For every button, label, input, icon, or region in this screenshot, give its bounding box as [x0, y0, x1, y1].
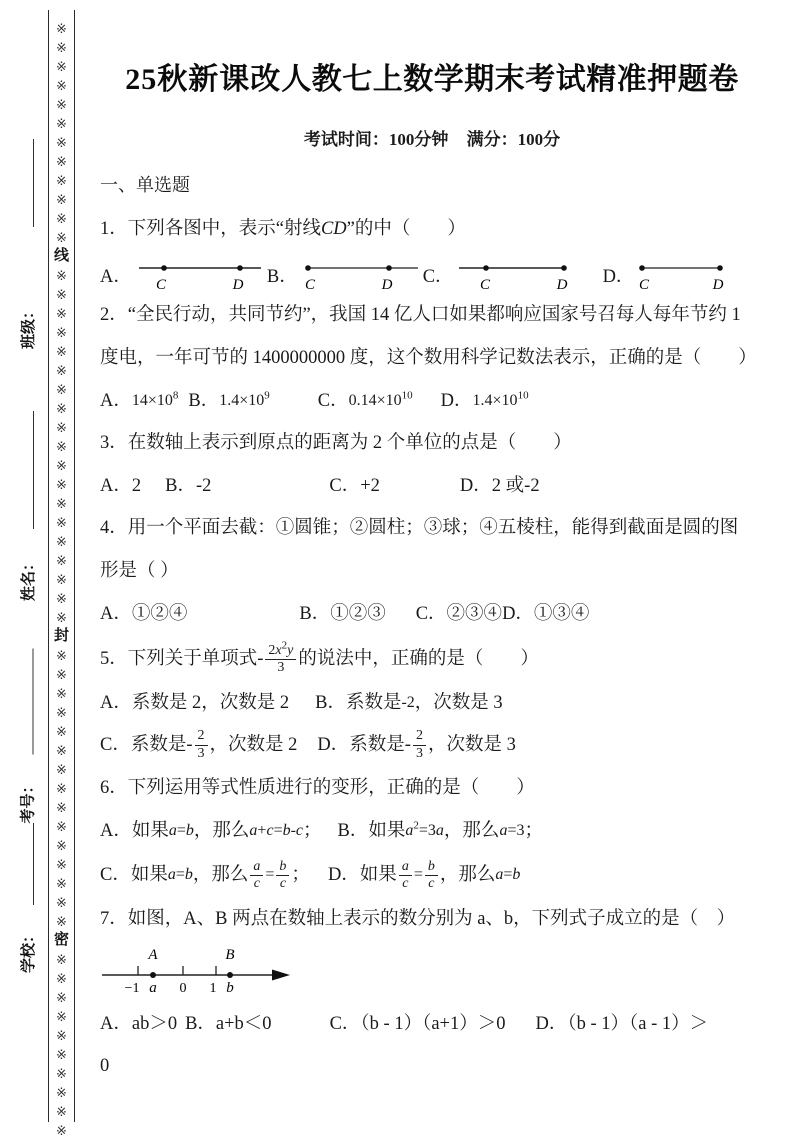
question-4-option-c: C．②③④	[415, 604, 503, 624]
question-5-option-a: A．系数是 2，次数是 2	[100, 693, 290, 713]
point-a-top-label: A	[148, 947, 158, 963]
seal-symbol: ※	[56, 591, 67, 606]
exam-meta	[100, 128, 764, 152]
point-c-label: C	[304, 277, 315, 293]
seal-symbol: ※	[56, 306, 67, 321]
seal-symbol: ※	[56, 990, 67, 1005]
question-3-option-d: D．2 或-2	[459, 476, 540, 496]
name-field	[13, 411, 41, 601]
seal-symbol: ※	[56, 553, 67, 568]
question-4-option-a: A．①②④	[100, 604, 188, 624]
seal-symbol: ※	[56, 363, 67, 378]
question-2-option-c: C． $0.14\times 10^{10}$	[317, 389, 413, 411]
ray-dc-diagram	[459, 258, 569, 294]
seal-symbol: ※	[56, 952, 67, 967]
exam-full-score: 满分：100分	[466, 130, 561, 149]
seal-symbol: ※	[56, 667, 67, 682]
point-b-top-label: B	[225, 947, 235, 963]
exam-number-blank-line	[20, 649, 34, 755]
seal-symbol: ※	[56, 686, 67, 701]
seal-symbol: ※	[56, 857, 67, 872]
ray-cd-diagram	[303, 258, 419, 294]
question-7-number-line	[102, 945, 764, 1003]
class-field-label: 班级：	[19, 303, 37, 349]
question-7-option-c: C．（b - 1）（a+1）＞0	[329, 1014, 506, 1034]
question-2-option-d: D． $1.4\times 10^{10}$	[440, 389, 529, 411]
question-6-option-c: C．如果 a=b ，那么 $\frac{a}{c}$ = $\frac{b}{c}$ ；	[100, 858, 310, 891]
question-4-option-b: B．①②③	[299, 604, 386, 624]
exam-content	[100, 56, 764, 1088]
seal-symbol: ※	[56, 420, 67, 435]
question-5-options-row-2	[100, 723, 764, 767]
point-d-label: D	[381, 277, 393, 293]
question-2	[100, 294, 764, 422]
seal-symbol: ※	[56, 40, 67, 55]
question-3	[100, 422, 764, 507]
seal-symbol: ※	[56, 705, 67, 720]
seal-symbol: ※	[56, 154, 67, 169]
title-main: 人教七上数学期末考试精准押题卷	[281, 63, 739, 96]
seal-symbol: ※	[56, 116, 67, 131]
exam-time: 考试时间：100分钟	[303, 130, 449, 149]
seal-symbol: ※	[56, 515, 67, 530]
school-field	[13, 823, 41, 973]
point-a-bottom-label: a	[149, 980, 157, 996]
question-3-option-a: A．2	[100, 476, 142, 496]
seal-symbol: ※	[56, 325, 67, 340]
seal-symbol: ※	[56, 78, 67, 93]
question-5-option-b: B．系数是 -2 ，次数是 3	[315, 693, 503, 713]
question-5-stem: 5．下列关于单项式- $\frac{2x^2y}{3}$ 的说法中，正确的是（ ）	[100, 639, 539, 676]
seal-symbol: ※	[56, 230, 67, 245]
point-d-label: D	[556, 277, 567, 293]
question-7-option-b: B．a+b＜0	[185, 1014, 272, 1034]
seal-symbol: ※	[56, 401, 67, 416]
question-3-option-b: B．-2	[165, 476, 212, 496]
seal-symbol: ※	[56, 1047, 67, 1062]
seal-symbol: ※	[56, 211, 67, 226]
seal-symbol: ※	[56, 800, 67, 815]
point-d-label: D	[713, 277, 724, 293]
class-blank-line	[20, 139, 34, 227]
page-title	[100, 56, 764, 104]
question-6-options-row-1	[100, 810, 764, 852]
name-field-label: 姓名：	[19, 555, 37, 601]
seal-symbol: ※	[56, 496, 67, 511]
section-heading: 一、单选题	[100, 175, 190, 195]
question-1-options	[100, 254, 764, 294]
option-letter: C．	[422, 267, 454, 287]
question-7-option-a: A．ab＞0	[100, 1014, 178, 1034]
seal-symbol: ※	[56, 268, 67, 283]
seal-symbol: ※	[56, 1028, 67, 1043]
seal-symbol: ※	[56, 819, 67, 834]
question-2-stem-line-2: 度电，一年可节的 1400000000 度，这个数用科学记数法表示，正确的是（ ）	[100, 348, 757, 368]
question-5-option-d: D．系数是- 2 3 ，次数是 3	[317, 728, 516, 761]
seal-symbol: ※	[56, 781, 67, 796]
question-1-option-b	[267, 258, 419, 294]
seal-symbol: ※	[56, 192, 67, 207]
seal-symbol: ※	[56, 173, 67, 188]
option-letter: B．	[266, 267, 298, 287]
seal-symbol: ※	[56, 1085, 67, 1100]
seal-symbol: ※	[56, 610, 67, 625]
point-c-label: C	[639, 277, 650, 293]
seal-symbol: ※	[56, 97, 67, 112]
seal-character: 封	[53, 628, 69, 644]
question-1-stem: 1．下列各图中，表示“射线CD”的中（ ）	[100, 219, 466, 239]
seal-symbol: ※	[56, 572, 67, 587]
seal-symbol: ※	[56, 724, 67, 739]
point-c-label: C	[479, 277, 490, 293]
question-5-option-c: C．系数是- 2 3 ，次数是 2	[100, 728, 298, 761]
question-7-options	[100, 1003, 764, 1045]
question-4-stem-line-1: 4．用一个平面去截：①圆锥；②圆柱；③球；④五棱柱，能得到截面是圆的图	[100, 518, 739, 538]
seal-symbol: ※	[56, 762, 67, 777]
seal-symbol: ※	[56, 59, 67, 74]
question-1-option-a	[100, 258, 263, 294]
seal-symbol: ※	[56, 534, 67, 549]
option-letter: D．	[602, 267, 635, 287]
option-letter: A．	[100, 267, 132, 287]
tick-1-label: 1	[209, 981, 217, 996]
seal-symbol: ※	[56, 458, 67, 473]
question-1-option-c	[423, 258, 569, 294]
seal-symbol: ※	[56, 477, 67, 492]
title-prefix: 25秋新课改	[125, 63, 282, 96]
exam-number-field	[13, 649, 41, 824]
question-6-option-a: A．如果 a=b ，那么 a+c=b-c ；	[100, 821, 322, 841]
segment-cd-diagram	[639, 258, 725, 294]
line-through-cd-diagram	[137, 258, 263, 294]
question-6-option-b: B．如果 $a^2=3a$ ，那么 a=3 ；	[337, 819, 543, 841]
point-c-label: C	[155, 277, 166, 293]
question-7	[100, 898, 764, 1088]
class-field	[13, 139, 41, 349]
seal-symbol: ※	[56, 895, 67, 910]
seal-symbol: ※	[56, 439, 67, 454]
question-2-options	[100, 380, 764, 422]
question-4-stem-line-2: 形是（ ）	[100, 561, 179, 581]
question-6-options-row-2	[100, 852, 764, 898]
seal-symbol: ※	[56, 1104, 67, 1119]
question-5	[100, 635, 764, 767]
name-blank-line	[20, 411, 34, 529]
question-7-stem: 7．如图，A、B 两点在数轴上表示的数分别为 a、b，下列式子成立的是（ ）	[100, 909, 736, 929]
tick-0-label: 0	[179, 981, 187, 996]
question-4-options	[100, 593, 764, 635]
question-2-option-a: A． $14\times 10^8$	[100, 389, 179, 411]
seal-symbol: ※	[56, 914, 67, 929]
question-7-option-d-wrap: 0	[100, 1056, 110, 1076]
seal-symbol: ※	[56, 382, 67, 397]
school-blank-line	[20, 823, 34, 905]
question-7-option-d: D．（b - 1）（a - 1）＞	[535, 1014, 709, 1034]
point-b-bottom-label: b	[226, 980, 234, 996]
seal-symbol: ※	[56, 21, 67, 36]
tick-minus-1-label: −1	[124, 981, 140, 996]
seal-symbol: ※	[56, 838, 67, 853]
seal-line-strip	[48, 10, 75, 1138]
question-1-option-d	[603, 258, 726, 294]
point-d-label: D	[232, 277, 244, 293]
question-5-options-row-1	[100, 683, 764, 723]
question-2-option-b: B． $1.4\times 10^9$	[188, 389, 270, 411]
seal-symbol: ※	[56, 743, 67, 758]
seal-character: 密	[53, 932, 69, 948]
question-6	[100, 767, 764, 898]
question-1	[100, 208, 764, 294]
seal-symbol: ※	[56, 344, 67, 359]
school-field-label: 学校：	[19, 927, 37, 973]
question-3-stem: 3．在数轴上表示到原点的距离为 2 个单位的点是（ ）	[100, 433, 572, 453]
seal-symbol: ※	[56, 648, 67, 663]
seal-symbol: ※	[56, 876, 67, 891]
seal-symbol: ※	[56, 135, 67, 150]
seal-symbol: ※	[56, 287, 67, 302]
seal-symbol: ※	[56, 1123, 67, 1138]
question-3-options	[100, 465, 764, 507]
question-6-stem: 6．下列运用等式性质进行的变形，正确的是（ ）	[100, 778, 535, 798]
question-4-option-d: D．①③④	[502, 604, 590, 624]
question-2-stem-line-1: 2．“全民行动，共同节约”，我国 14 亿人口如果都响应国家号召每人每年节约 1	[100, 305, 741, 325]
seal-symbol: ※	[56, 1066, 67, 1081]
exam-number-field-label: 考号：	[19, 778, 36, 824]
question-4	[100, 507, 764, 635]
question-3-option-c: C．+2	[329, 476, 380, 496]
seal-symbol: ※	[56, 971, 67, 986]
question-6-option-d: D．如果 $\frac{a}{c}$ = $\frac{b}{c}$ ，那么 a=b	[327, 858, 521, 891]
number-line-diagram	[102, 945, 292, 1003]
seal-symbol: ※	[56, 1009, 67, 1024]
seal-character: 线	[53, 248, 69, 264]
